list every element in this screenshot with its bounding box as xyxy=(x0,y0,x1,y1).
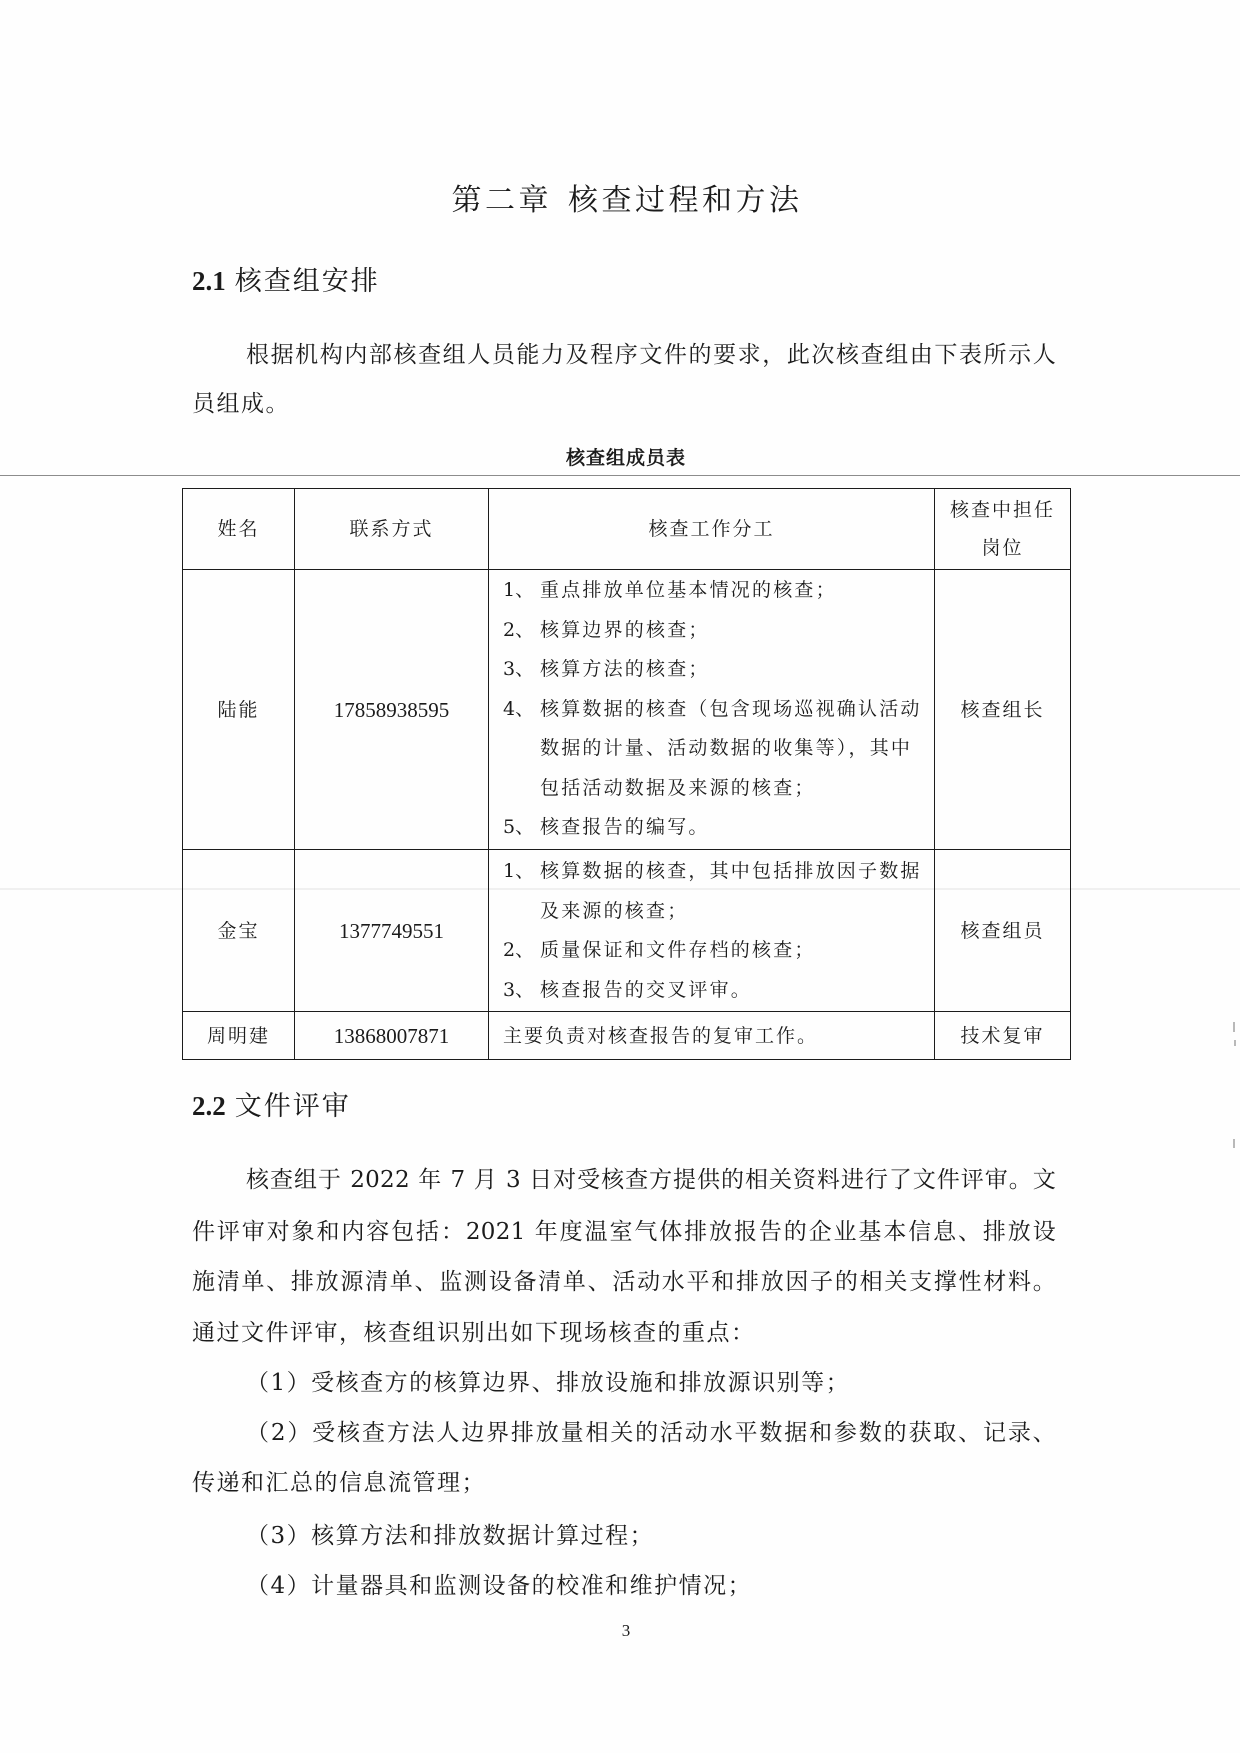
duty-item xyxy=(503,808,934,848)
page-number: 3 xyxy=(621,1621,631,1640)
focus-item: （4）计量器具和监测设备的校准和维护情况； xyxy=(246,1573,753,1599)
duty-item-number: 3、 xyxy=(503,658,535,680)
duty-item-line: 包括活动数据及来源的核查； xyxy=(540,776,816,799)
section-heading-2-1 xyxy=(192,263,380,300)
paragraph-line: 核查组于 2022 年 7 月 3 日对受核查方提供的相关资料进行了文件评审。文 xyxy=(246,1167,1056,1193)
section-number: 2.1 xyxy=(192,266,226,296)
focus-item: （3）核算方法和排放数据计算过程； xyxy=(246,1523,655,1549)
duty-cell xyxy=(489,850,935,1012)
duty-item-text xyxy=(540,611,710,651)
duty-item xyxy=(503,690,934,809)
scan-line xyxy=(0,475,1240,476)
table-row xyxy=(183,570,1071,850)
duty-item-text xyxy=(540,852,922,931)
duty-item-line: 核算数据的核查，其中包括排放因子数据 xyxy=(540,860,922,882)
member-contact: 17858938595 xyxy=(295,570,489,850)
duty-item-text xyxy=(540,971,752,1011)
table-header-row xyxy=(183,489,1071,570)
duty-item-line: 数据的计量、活动数据的收集等），其中 xyxy=(540,737,913,759)
duty-cell xyxy=(489,570,935,850)
duty-item xyxy=(503,931,934,971)
member-role: 技术复审 xyxy=(935,1012,1071,1060)
duty-item-line: 重点排放单位基本情况的核查； xyxy=(540,579,837,601)
member-name: 陆能 xyxy=(183,570,295,850)
header-contact: 联系方式 xyxy=(295,489,489,570)
duty-item xyxy=(503,852,934,931)
duty-item-line: 核算方法的核查； xyxy=(540,658,710,680)
member-contact: 1377749551 xyxy=(295,850,489,1012)
duty-item-text xyxy=(540,571,837,611)
duty-item-number: 5、 xyxy=(503,816,535,838)
paragraph-line: 件评审对象和内容包括：2021 年度温室气体排放报告的企业基本信息、排放设 xyxy=(192,1219,1056,1245)
section-title: 文件评审 xyxy=(234,1091,351,1122)
header-role-line: 岗位 xyxy=(981,537,1024,559)
duty-item-line: 及来源的核查； xyxy=(540,899,689,922)
scan-mark xyxy=(1233,1022,1235,1032)
header-role xyxy=(935,489,1071,570)
member-name: 金宝 xyxy=(183,850,295,1012)
member-name: 周明建 xyxy=(183,1012,295,1060)
member-contact: 13868007871 xyxy=(295,1012,489,1060)
scan-mark xyxy=(1234,1040,1236,1046)
duty-item-number: 1、 xyxy=(503,860,535,882)
duty-item-line: 核查报告的交叉评审。 xyxy=(540,978,753,1001)
duty-item-text xyxy=(540,808,710,848)
focus-item: （1）受核查方的核算边界、排放设施和排放源识别等； xyxy=(246,1370,851,1396)
paragraph-line: 通过文件评审，核查组识别出如下现场核查的重点： xyxy=(192,1320,756,1346)
duty-item xyxy=(503,971,934,1011)
duty-item xyxy=(503,650,934,690)
duty-item-line: 质量保证和文件存档的核查； xyxy=(540,939,816,961)
duty-item-text xyxy=(540,690,922,809)
focus-item: （2）受核查方法人边界排放量相关的活动水平数据和参数的获取、记录、 xyxy=(246,1420,1056,1446)
header-duty: 核查工作分工 xyxy=(489,489,935,570)
table-row xyxy=(183,850,1071,1012)
section-number: 2.2 xyxy=(192,1091,226,1121)
duty-item-number: 1、 xyxy=(503,579,535,601)
table-row xyxy=(183,1012,1071,1060)
header-name: 姓名 xyxy=(183,489,295,570)
scan-mark xyxy=(1233,1139,1235,1148)
duty-item-number: 4、 xyxy=(503,697,535,720)
team-members-table xyxy=(182,488,1071,1060)
section-heading-2-2 xyxy=(192,1088,351,1125)
duty-item-number: 2、 xyxy=(503,618,535,641)
table-caption: 核查组成员表 xyxy=(565,447,686,469)
paragraph-line: 员组成。 xyxy=(192,391,290,417)
focus-item-continuation: 传递和汇总的信息流管理； xyxy=(192,1470,486,1496)
duty-item-text xyxy=(540,931,816,971)
duty-item-text xyxy=(540,650,710,690)
duty-item xyxy=(503,611,934,651)
duty-item xyxy=(503,571,934,611)
duty-item-line: 核算数据的核查（包含现场巡视确认活动 xyxy=(540,697,922,720)
duty-item-number: 3、 xyxy=(503,978,535,1001)
member-role: 核查组员 xyxy=(935,850,1071,1012)
duty-item-line: 核查报告的编写。 xyxy=(540,816,710,838)
chapter-title: 第二章 核查过程和方法 xyxy=(451,183,803,218)
duty-cell: 主要负责对核查报告的复审工作。 xyxy=(489,1012,935,1060)
duty-item-line: 核算边界的核查； xyxy=(540,618,710,641)
paragraph-line: 根据机构内部核查组人员能力及程序文件的要求，此次核查组由下表所示人 xyxy=(246,342,1056,368)
duty-item-number: 2、 xyxy=(503,939,535,961)
member-role: 核查组长 xyxy=(935,570,1071,850)
header-role-line: 核查中担任 xyxy=(949,499,1055,521)
paragraph-line: 施清单、排放源清单、监测设备清单、活动水平和排放因子的相关支撑性材料。 xyxy=(192,1269,1056,1295)
section-title: 核查组安排 xyxy=(234,266,380,297)
